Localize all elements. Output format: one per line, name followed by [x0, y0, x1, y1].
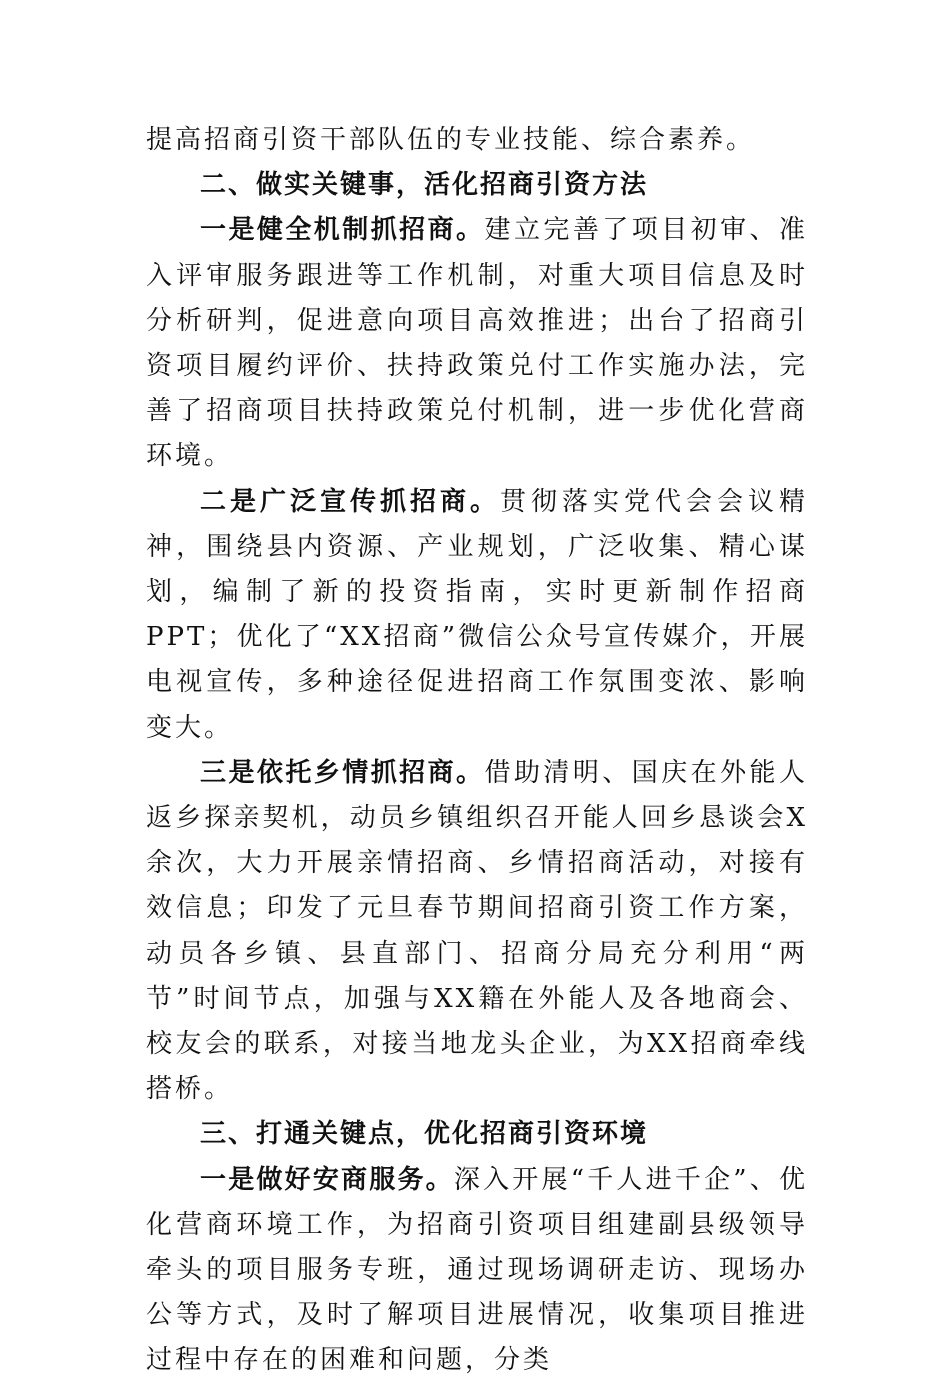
paragraph-text: 贯彻落实党代会会议精神，围绕县内资源、产业规划，广泛收集、精心谋划，编制了新的投资指南，实时更新制作招商PPT；优化了“XX招商”微信公众号宣传媒介，开展电视宣传，多种途径促进招商工作氛围变浓、影响变大。: [146, 486, 808, 743]
paragraph-text: 深入开展“千人进千企”、优化营商环境工作，为招商引资项目组建副县级领导牵头的项目服务专班，通过现场调研走访、现场办公等方式，及时了解项目进展情况，收集项目推进过程中存在的困难和问题，分类: [146, 1164, 808, 1376]
paragraph-item: [146, 480, 808, 751]
paragraph-lead: 三是依托乡情抓招商。: [200, 757, 485, 788]
paragraph-lead: 一是做好安商服务。: [200, 1164, 454, 1195]
paragraph-text: 建立完善了项目初审、准入评审服务跟进等工作机制，对重大项目信息及时分析研判，促进意向项目高效推进；出台了招商引资项目履约评价、扶持政策兑付工作实施办法，完善了招商项目扶持政策兑付机制，进一步优化营商环境。: [146, 215, 808, 472]
paragraph-item: [146, 1158, 808, 1384]
paragraph-lead: 二是广泛宣传抓招商。: [200, 486, 500, 517]
document-body: [146, 118, 808, 1384]
paragraph-item: [146, 751, 808, 1113]
section-heading-3: 三、打通关键点，优化招商引资环境: [200, 1119, 649, 1150]
continuation-paragraph: 提高招商引资干部队伍的专业技能、综合素养。: [146, 125, 756, 155]
paragraph-text: 借助清明、国庆在外能人返乡探亲契机，动员乡镇组织召开能人回乡恳谈会X余次，大力开展亲情招商、乡情招商活动，对接有效信息；印发了元旦春节期间招商引资工作方案，动员各乡镇、县直部门、招商分局充分利用“两节”时间节点，加强与XX籍在外能人及各地商会、校友会的联系，对接当地龙头企业，为XX招商牵线搭桥。: [146, 757, 808, 1105]
paragraph-lead: 一是健全机制抓招商。: [200, 215, 485, 246]
paragraph-item: [146, 208, 808, 479]
section-heading-2: 二、做实关键事，活化招商引资方法: [200, 170, 649, 201]
